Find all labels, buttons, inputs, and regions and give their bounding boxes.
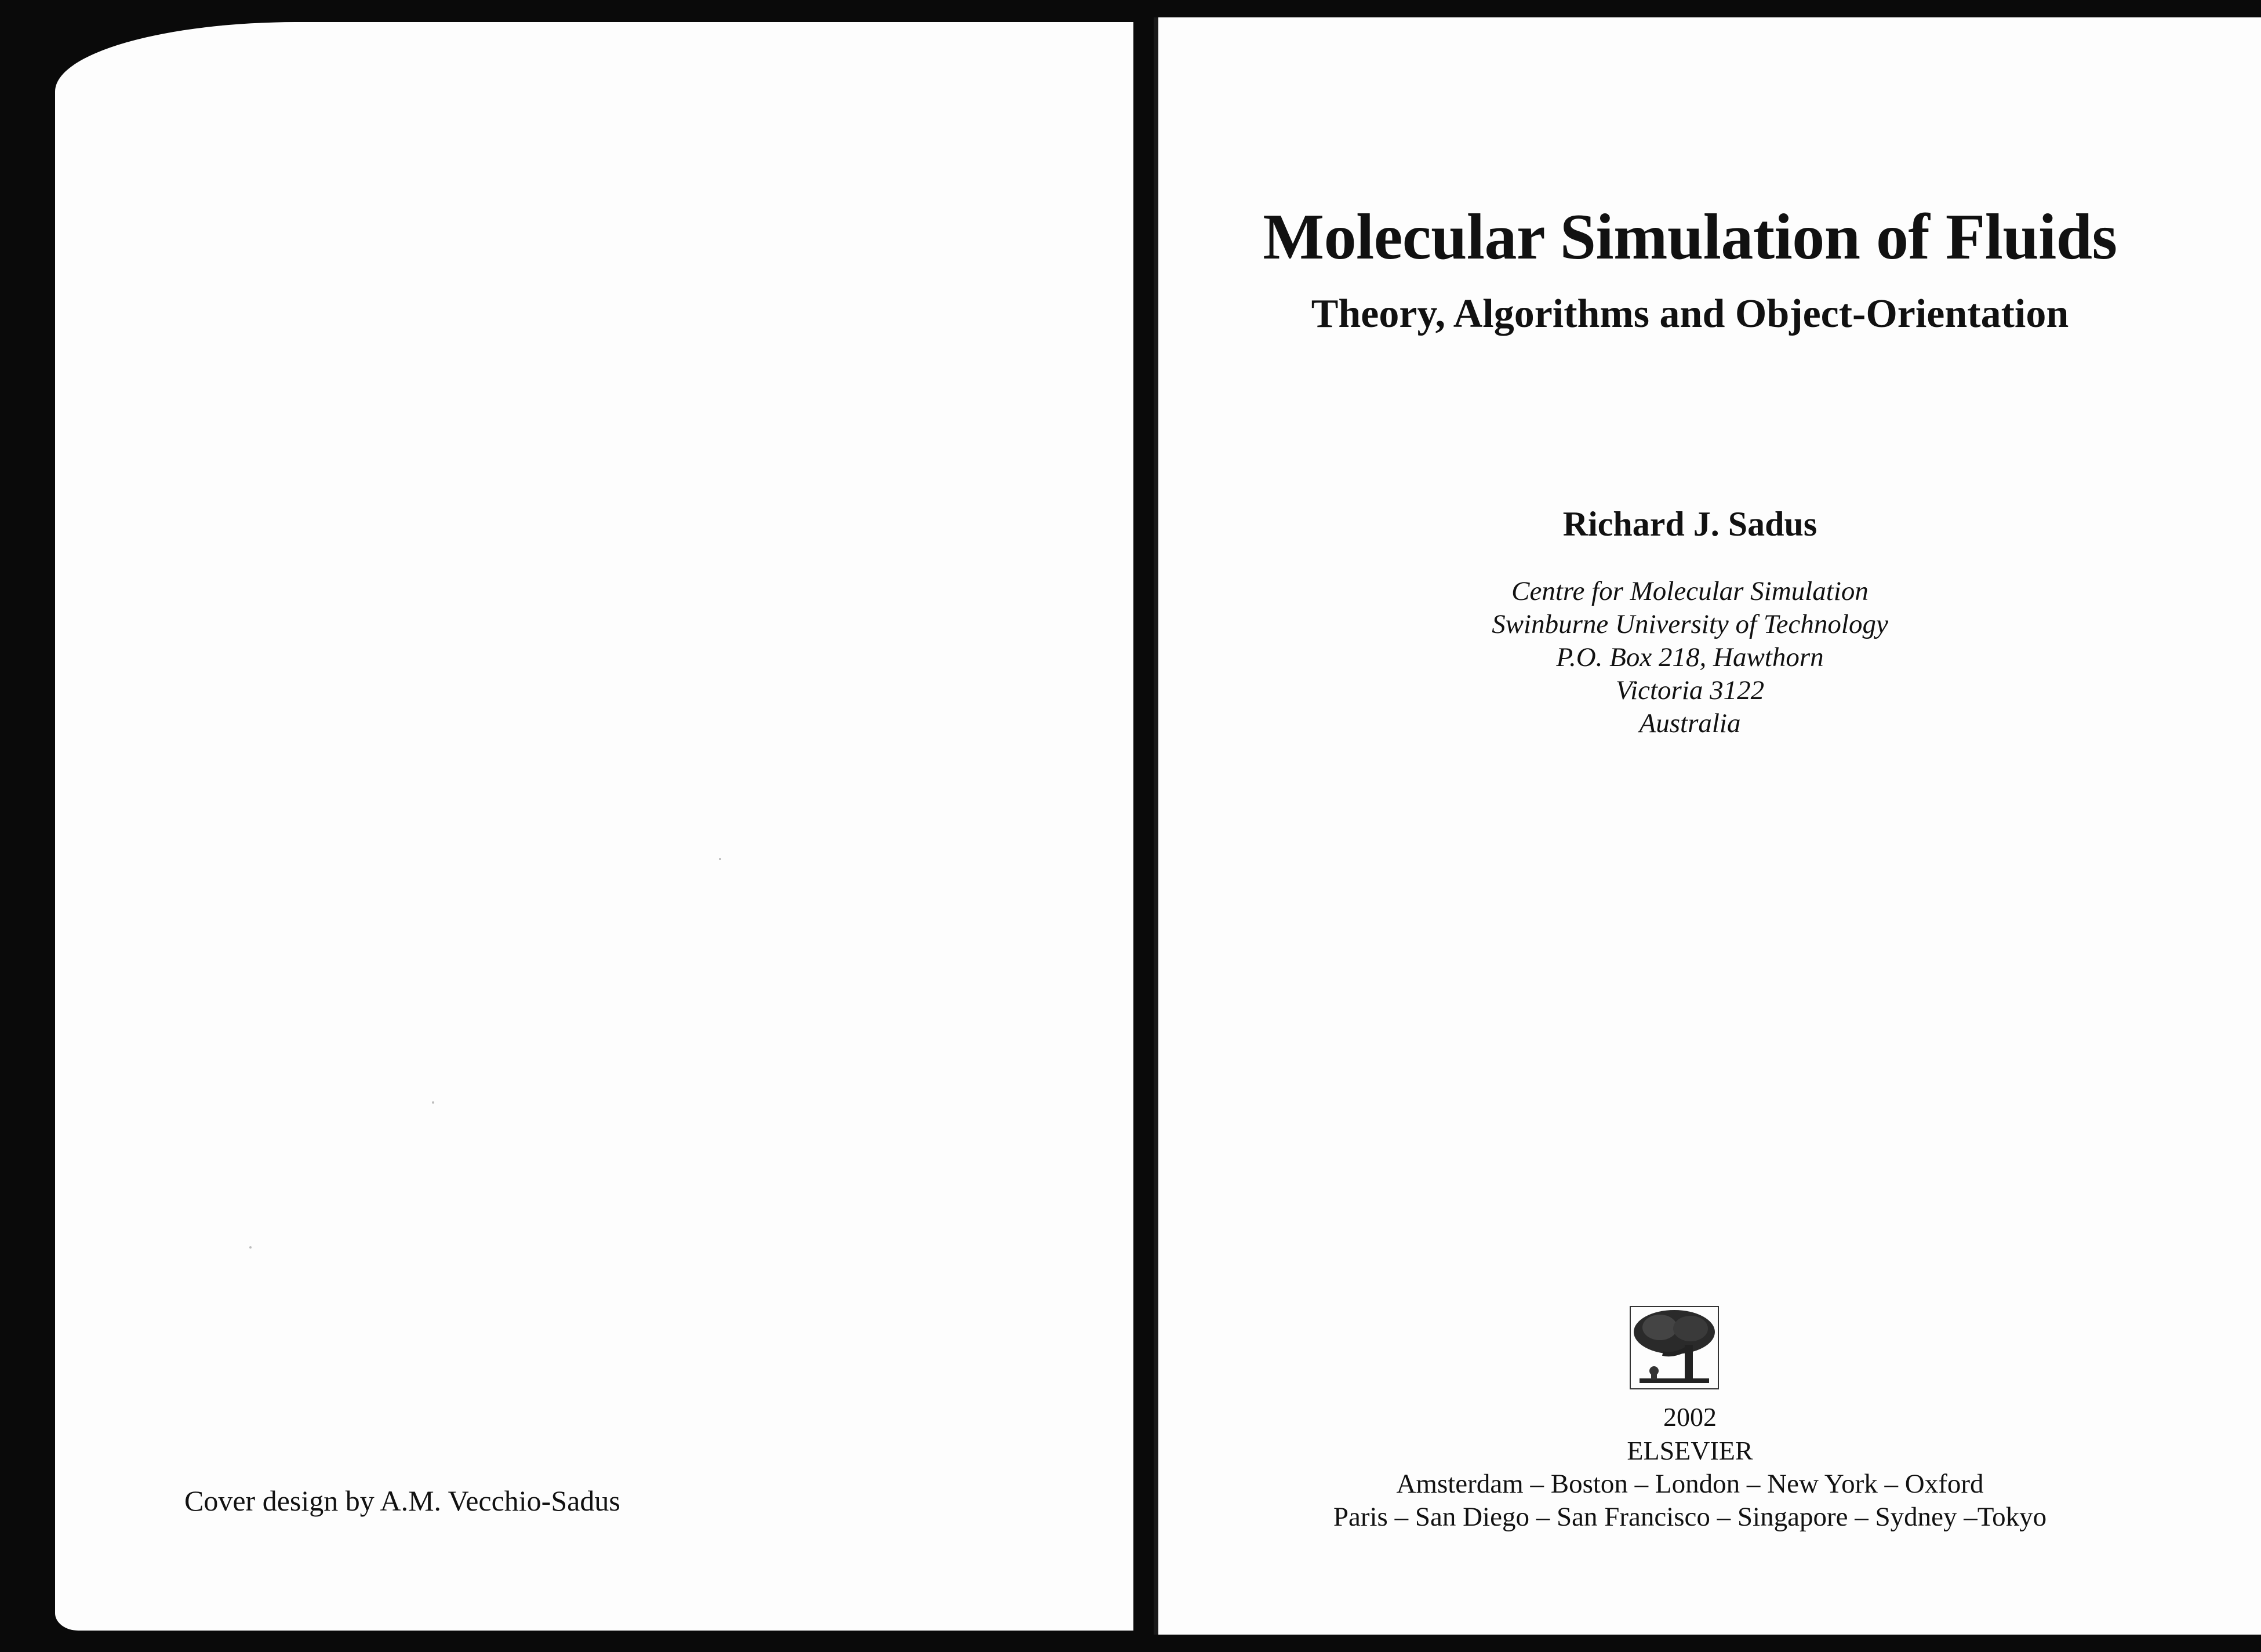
- affiliation-line: Victoria 3122: [1615, 675, 1765, 705]
- affiliation-line: Centre for Molecular Simulation: [1511, 576, 1869, 606]
- cover-credit: Cover design by A.M. Vecchio-Sadus: [184, 1484, 620, 1517]
- author-name: Richard J. Sadus: [1562, 505, 1817, 543]
- publisher-cities: [1177, 1468, 2203, 1534]
- cities-line: Paris – San Diego – San Francisco – Singapore – Sydney –Tokyo: [1333, 1502, 2047, 1532]
- left-page: [55, 22, 1133, 1631]
- affiliation-line: Australia: [1639, 708, 1741, 738]
- affiliation-line: Swinburne University of Technology: [1492, 609, 1888, 639]
- publisher-name: ELSEVIER: [1627, 1436, 1753, 1465]
- dust-speck: [719, 858, 721, 860]
- cities-line: Amsterdam – Boston – London – New York – Oxford: [1396, 1469, 1984, 1499]
- book-subtitle: Theory, Algorithms and Object-Orientation: [1311, 292, 2069, 336]
- publication-year: 2002: [1663, 1402, 1717, 1432]
- affiliation-line: P.O. Box 218, Hawthorn: [1556, 642, 1824, 672]
- dust-speck: [249, 1246, 252, 1249]
- book-title: Molecular Simulation of Fluids: [1263, 201, 2117, 273]
- elsevier-tree-logo-icon: [1628, 1304, 1721, 1391]
- author-affiliation: [1177, 575, 2203, 740]
- dust-speck: [432, 1101, 434, 1104]
- page-fold-shadow: [1154, 17, 1158, 1635]
